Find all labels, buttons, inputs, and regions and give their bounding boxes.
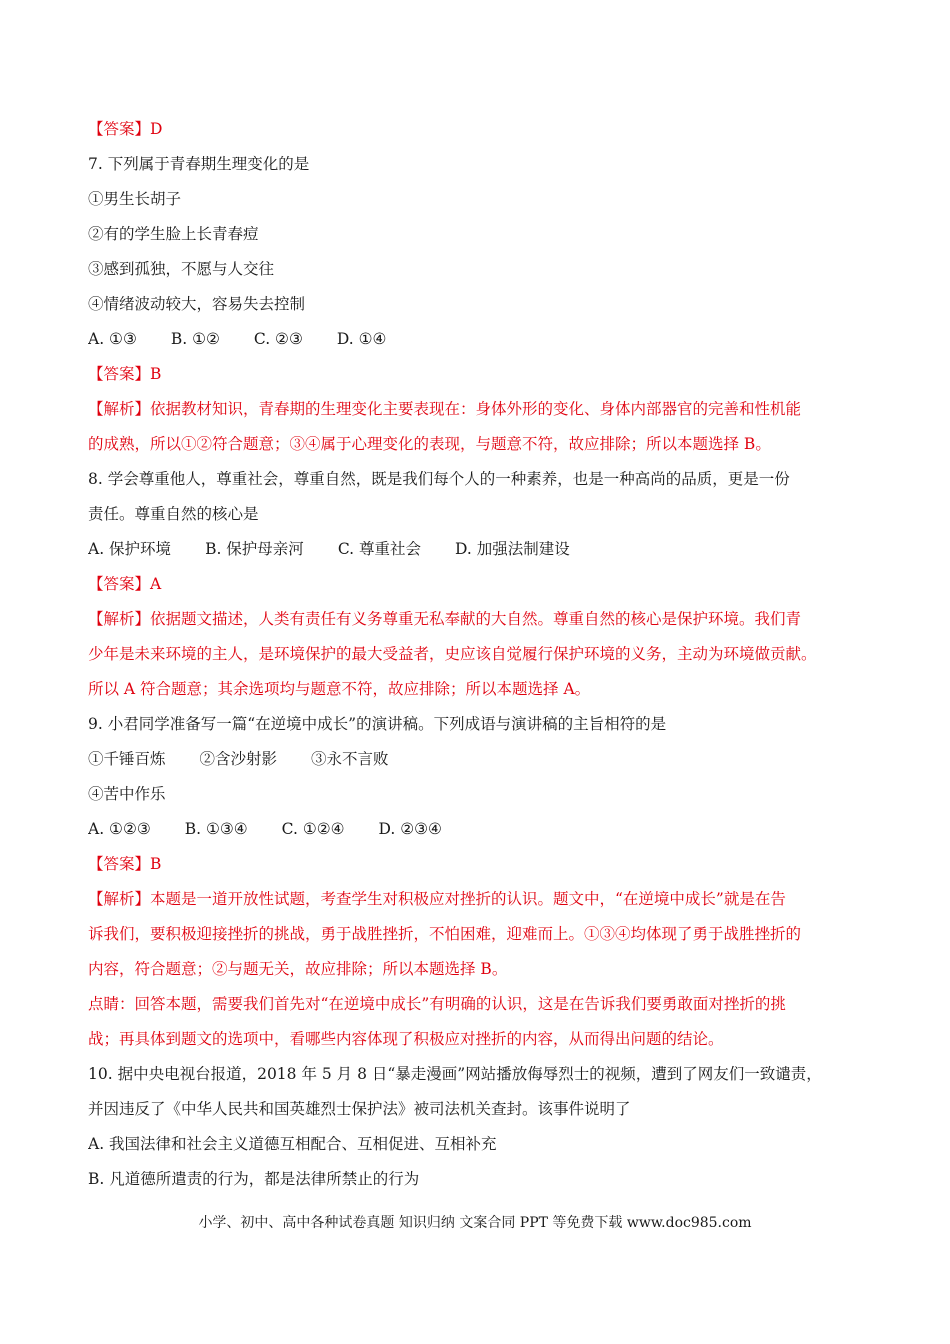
q8-option-a: A. 保护环境	[88, 540, 172, 558]
q7-item: ③感到孤独，不愿与人交往	[88, 260, 275, 278]
q9-analysis-line: 诉我们，要积极迎接挫折的挑战，勇于战胜挫折，不怕困难，迎难而上。①③④均体现了勇于战胜挫折的	[88, 925, 802, 943]
q7-option-c: C. ②③	[253, 330, 303, 348]
q8-analysis-line: 少年是未来环境的主人，是环境保护的最大受益者，史应该自觉履行保护环境的义务，主动为环境做贡献。	[88, 645, 817, 663]
q8-options	[88, 532, 868, 567]
page-footer: 小学、初中、高中各种试卷真题 知识归纳 文案合同 PPT 等免费下载 www.doc985.com	[198, 1215, 752, 1231]
q9-item: ①千锤百炼	[88, 750, 166, 768]
q7-answer: 【答案】B	[88, 365, 162, 383]
q8-answer: 【答案】A	[88, 575, 162, 593]
q9-option-c: C. ①②④	[281, 820, 345, 838]
q8-option-c: C. 尊重社会	[337, 540, 421, 558]
q10-stem-line: 并因违反了《中华人民共和国英雄烈士保护法》被司法机关查封。该事件说明了	[88, 1100, 631, 1118]
q9-stem: 9. 小君同学准备写一篇“在逆境中成长”的演讲稿。下列成语与演讲稿的主旨相符的是	[88, 715, 667, 733]
q8-option-b: B. 保护母亲河	[205, 540, 304, 558]
q7-item: ④情绪波动较大，容易失去控制	[88, 295, 306, 313]
page-content	[88, 112, 868, 1197]
q9-tip-line: 点睛：回答本题，需要我们首先对“在逆境中成长”有明确的认识，这是在告诉我们要勇敢面对挫折的挑	[88, 995, 786, 1013]
q9-analysis-line: 【解析】本题是一道开放性试题，考查学生对积极应对挫折的认识。题文中，“在逆境中成长”就是在告	[88, 890, 786, 908]
q9-answer: 【答案】B	[88, 855, 162, 873]
q8-analysis-line: 所以 A 符合题意；其余选项均与题意不符，故应排除；所以本题选择 A。	[88, 680, 591, 698]
q6-answer: 【答案】D	[88, 120, 163, 138]
q9-option-b: B. ①③④	[184, 820, 248, 838]
q10-option-a: A. 我国法律和社会主义道德互相配合、互相促进、互相补充	[88, 1135, 497, 1153]
q7-analysis-line: 的成熟，所以①②符合题意；③④属于心理变化的表现，与题意不符，故应排除；所以本题选择 B。	[88, 435, 771, 453]
q8-stem-line: 8. 学会尊重他人，尊重社会，尊重自然，既是我们每个人的一种素养，也是一种高尚的品质，更是一份	[88, 470, 790, 488]
q9-item: ④苦中作乐	[88, 785, 166, 803]
q7-options	[88, 322, 868, 357]
q7-option-a: A. ①③	[88, 330, 137, 348]
q8-stem-line: 责任。尊重自然的核心是	[88, 505, 259, 523]
q7-stem: 7. 下列属于青春期生理变化的是	[88, 155, 310, 173]
q9-item: ③永不言败	[311, 750, 389, 768]
q7-analysis-line: 【解析】依据教材知识，青春期的生理变化主要表现在：身体外形的变化、身体内部器官的完善和性机能	[88, 400, 802, 418]
q7-item: ①男生长胡子	[88, 190, 182, 208]
q8-analysis-line: 【解析】依据题文描述，人类有责任有义务尊重无私奉献的大自然。尊重自然的核心是保护环境。我们青	[88, 610, 802, 628]
q9-item: ②含沙射影	[199, 750, 278, 768]
q7-option-d: D. ①④	[336, 330, 387, 348]
q8-option-d: D. 加强法制建设	[454, 540, 570, 558]
q7-option-b: B. ①②	[170, 330, 220, 348]
q9-analysis-line: 内容，符合题意；②与题无关，故应排除；所以本题选择 B。	[88, 960, 508, 978]
q10-option-b: B. 凡道德所遣责的行为，都是法律所禁止的行为	[88, 1170, 420, 1188]
q9-options	[88, 812, 868, 847]
q9-items	[88, 742, 868, 777]
q9-tip-line: 战；再具体到题文的选项中，看哪些内容体现了积极应对挫折的内容，从而得出问题的结论。	[88, 1030, 724, 1048]
q10-stem-line: 10. 据中央电视台报道，2018 年 5 月 8 日“暴走漫画”网站播放侮辱烈士的视频，遭到了网友们一致谴责，	[88, 1065, 822, 1083]
q9-option-d: D. ②③④	[378, 820, 442, 838]
q7-item: ②有的学生脸上长青春痘	[88, 225, 259, 243]
q9-option-a: A. ①②③	[88, 820, 151, 838]
